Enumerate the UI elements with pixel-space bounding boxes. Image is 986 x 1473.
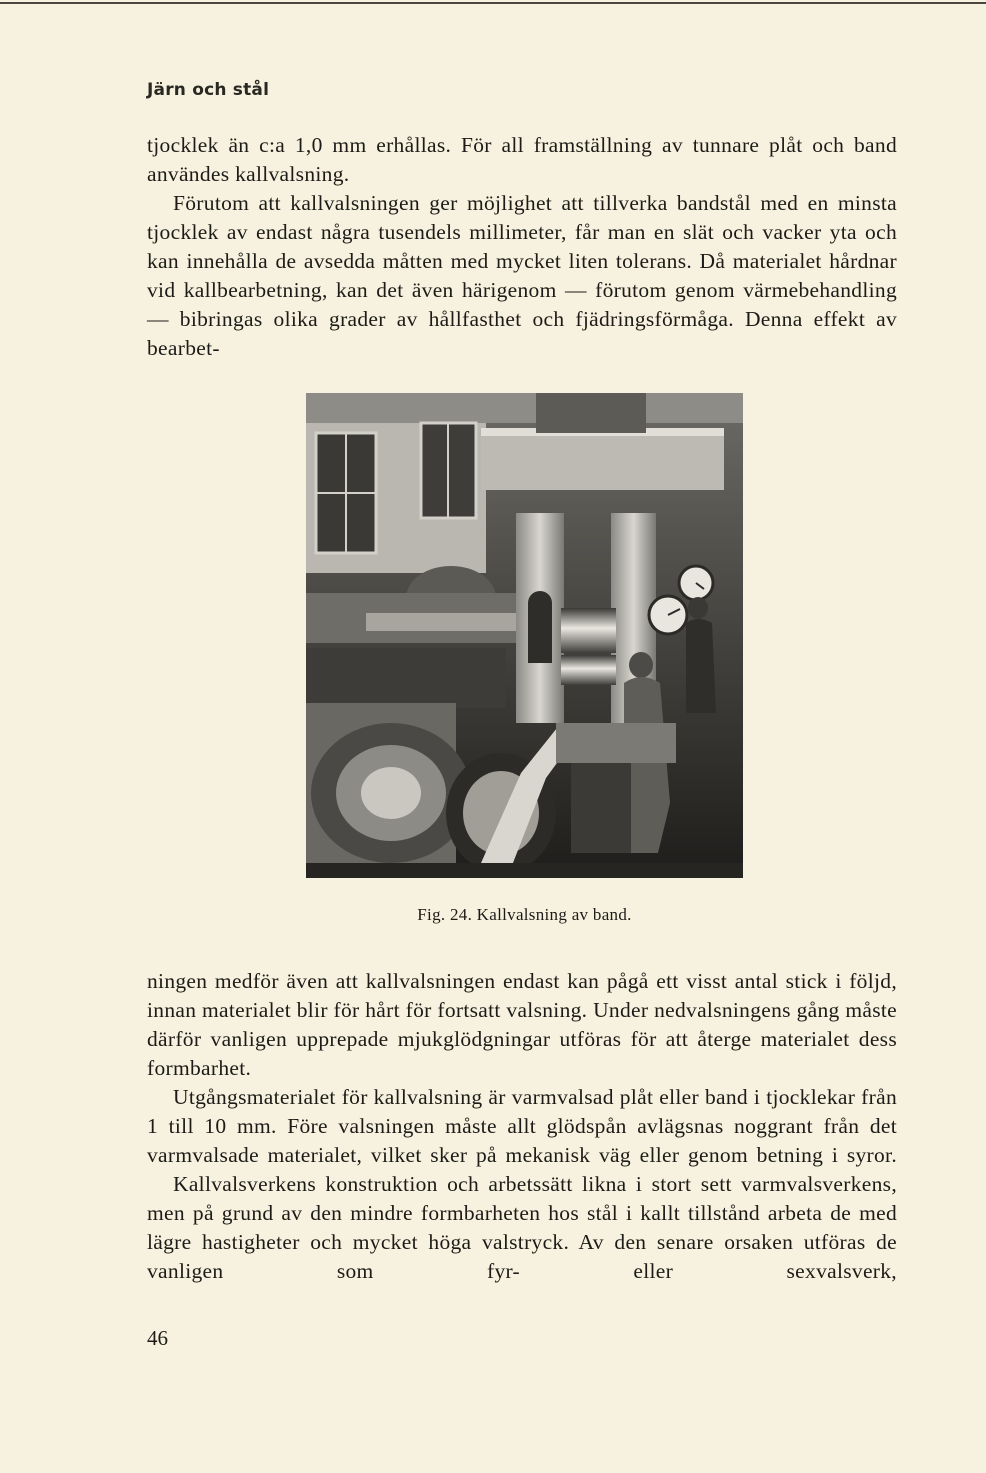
paragraph: tjocklek än c:a 1,0 mm erhållas. För all framställning av tunnare plåt och band användes kallvalsning. [147, 133, 897, 186]
paragraph: Utgångsmaterialet för kallvalsning är varmvalsad plåt eller band i tjocklekar från 1 till 10 mm. Före valsningen måste allt glödspån avlägsnas noggrant från det varmvalsade materialet, vilket sker på mekanisk väg eller genom betning i syror. [147, 1085, 897, 1167]
body-text-bottom [147, 967, 897, 1286]
top-edge-rule [0, 2, 986, 4]
paragraph: ningen medför även att kallvalsningen endast kan pågå ett visst antal stick i följd, innan materialet blir för hårt för fortsatt valsning. Under nedvalsningens gång måste därför vanligen upprepade mjukglödgningar utföras för att återge materialet dess formbarhet. [147, 969, 897, 1080]
page-number: 46 [147, 1326, 168, 1350]
figure-photo-cold-rolling-mill [306, 393, 743, 878]
paragraph: Kallvalsverkens konstruktion och arbetssätt likna i stort sett varmvalsverkens, men på grund av den mindre formbarheten hos stål i kallt tillstånd arbeta de med lägre hastigheter och mycket höga valstryck. Av den senare orsaken utföras de vanligen som fyr- eller sexvalsverk, [147, 1172, 897, 1283]
body-text-top [147, 131, 897, 363]
paragraph: Förutom att kallvalsningen ger möjlighet att tillverka bandstål med en minsta tjocklek av endast några tusendels millimeter, får man en slät och vacker yta och kan innehålla de avsedda måtten med mycket liten tolerans. Då materialet hårdnar vid kallbearbetning, kan det även härigenom — förutom genom värmebehandling — bibringas olika grader av hållfasthet och fjädringsförmåga. Denna effekt av bearbet- [147, 191, 897, 360]
running-title: Järn och stål [147, 80, 270, 100]
figure-caption: Fig. 24. Kallvalsning av band. [417, 905, 632, 924]
